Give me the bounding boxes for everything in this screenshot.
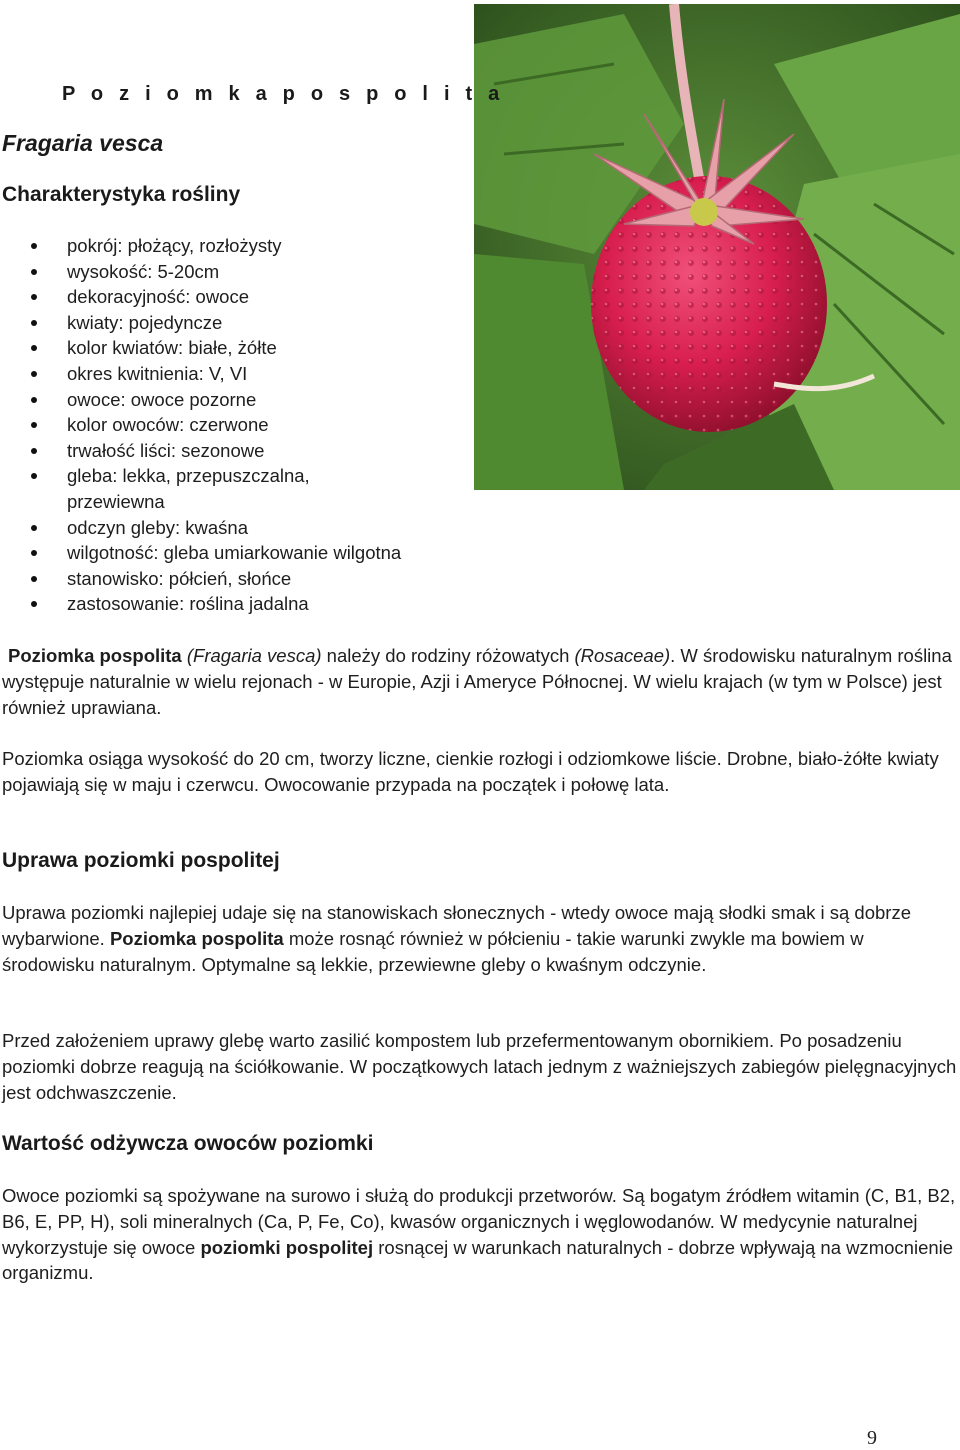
plant-name-bold: Poziomka pospolita [109, 927, 284, 949]
nutrition-paragraph [2, 1183, 957, 1286]
text-span: Uprawa poziomki najlepiej udaje się na stanowiskach słonecznych - wtedy owoce mają słodki smak i są dobrze wybarwione. [2, 902, 911, 949]
nutrition-heading: Wartość odżywcza owoców poziomki [2, 1132, 374, 1155]
cultivation-paragraph-2: Przed założeniem uprawy glebę warto zasilić kompostem lub przefermentowanym obornikiem. Po posadzeniu poziomki dobrze reagują na ściółkowanie. W początkowych latach jednym z ważniejszych zabiegów pielęgnacyjnych jest odchwaszczenie. [2, 1030, 957, 1103]
latin-name-inline: (Fragaria vesca) [186, 645, 322, 666]
text-span: Owoce poziomki są spożywane na surowo i służą do produkcji przetworów. Są bogatym źródłem witamin (C, B1, B2, B6, E, PP, H), soli mineralnych (Ca, P, Fe, Co), kwasów organicznych i węglowodanów. W medycynie naturalnej wykorzystuje się owoce [2, 1185, 956, 1258]
list-item: dekoracyjność: owoce [0, 284, 401, 310]
growth-paragraph: Poziomka osiąga wysokość do 20 cm, tworzy liczne, cienkie rozłogi i odziomkowe liście. Drobne, biało-żółte kwiaty pojawiają się w maju i czerwcu. Owocowanie przypada na początek i połowę lata. [2, 748, 939, 795]
intro-text-rest: . W środowisku naturalnym roślina występuje naturalnie w wielu rejonach - w Europie, Azji i Ameryce Północnej. W wielu krajach (w tym w Polsce) jest również uprawiana. [2, 645, 952, 718]
list-item: kolor owoców: czerwone [0, 412, 401, 438]
page-number: 9 [867, 1427, 877, 1449]
list-item: trwałość liści: sezonowe [0, 438, 401, 464]
list-item: owoce: owoce pozorne [0, 387, 401, 413]
list-item: wilgotność: gleba umiarkowanie wilgotna [0, 540, 401, 566]
list-item: pokrój: płożący, rozłożysty [0, 233, 401, 259]
list-item: stanowisko: półcień, słońce [0, 566, 401, 592]
text-span: rosnącej w warunkach naturalnych - dobrze wpływają na wzmocnienie organizmu. [2, 1236, 954, 1284]
intro-text-mid: należy do rodziny różowatych [321, 645, 575, 666]
family-name: (Rosaceae) [574, 645, 671, 666]
list-item: kwiaty: pojedyncze [0, 310, 401, 336]
list-item-continuation: przewiewna [67, 490, 165, 512]
plant-name-bold: Poziomka pospolita [8, 645, 182, 666]
cultivation-heading: Uprawa poziomki pospolitej [2, 849, 280, 872]
list-item: okres kwitnienia: V, VI [0, 361, 401, 387]
list-item: odczyn gleby: kwaśna [0, 515, 401, 541]
list-item: kolor kwiatów: białe, żółte [0, 335, 401, 361]
latin-name: Fragaria vesca [2, 130, 164, 156]
intro-paragraph [2, 643, 957, 720]
cultivation-paragraph-1 [2, 900, 957, 977]
traits-heading: Charakterystyka rośliny [2, 183, 241, 206]
list-item: wysokość: 5-20cm [0, 259, 401, 285]
traits-list [0, 233, 401, 617]
list-item: zastosowanie: roślina jadalna [0, 591, 401, 617]
plant-name-bold: poziomki pospolitej [200, 1236, 374, 1258]
text-span: może rosnąć również w półcieniu - takie warunki zwykle ma bowiem w środowisku naturalnym. Optymalne są lekkie, przewiewne gleby o kwaśnym odczynie. [2, 927, 864, 975]
document-title: P o z i o m k a p o s p o l i t a [62, 83, 505, 105]
strawberry-photo [474, 4, 960, 490]
list-item: gleba: lekka, przepuszczalna, [0, 463, 401, 489]
strawberry-illustration [474, 4, 960, 490]
